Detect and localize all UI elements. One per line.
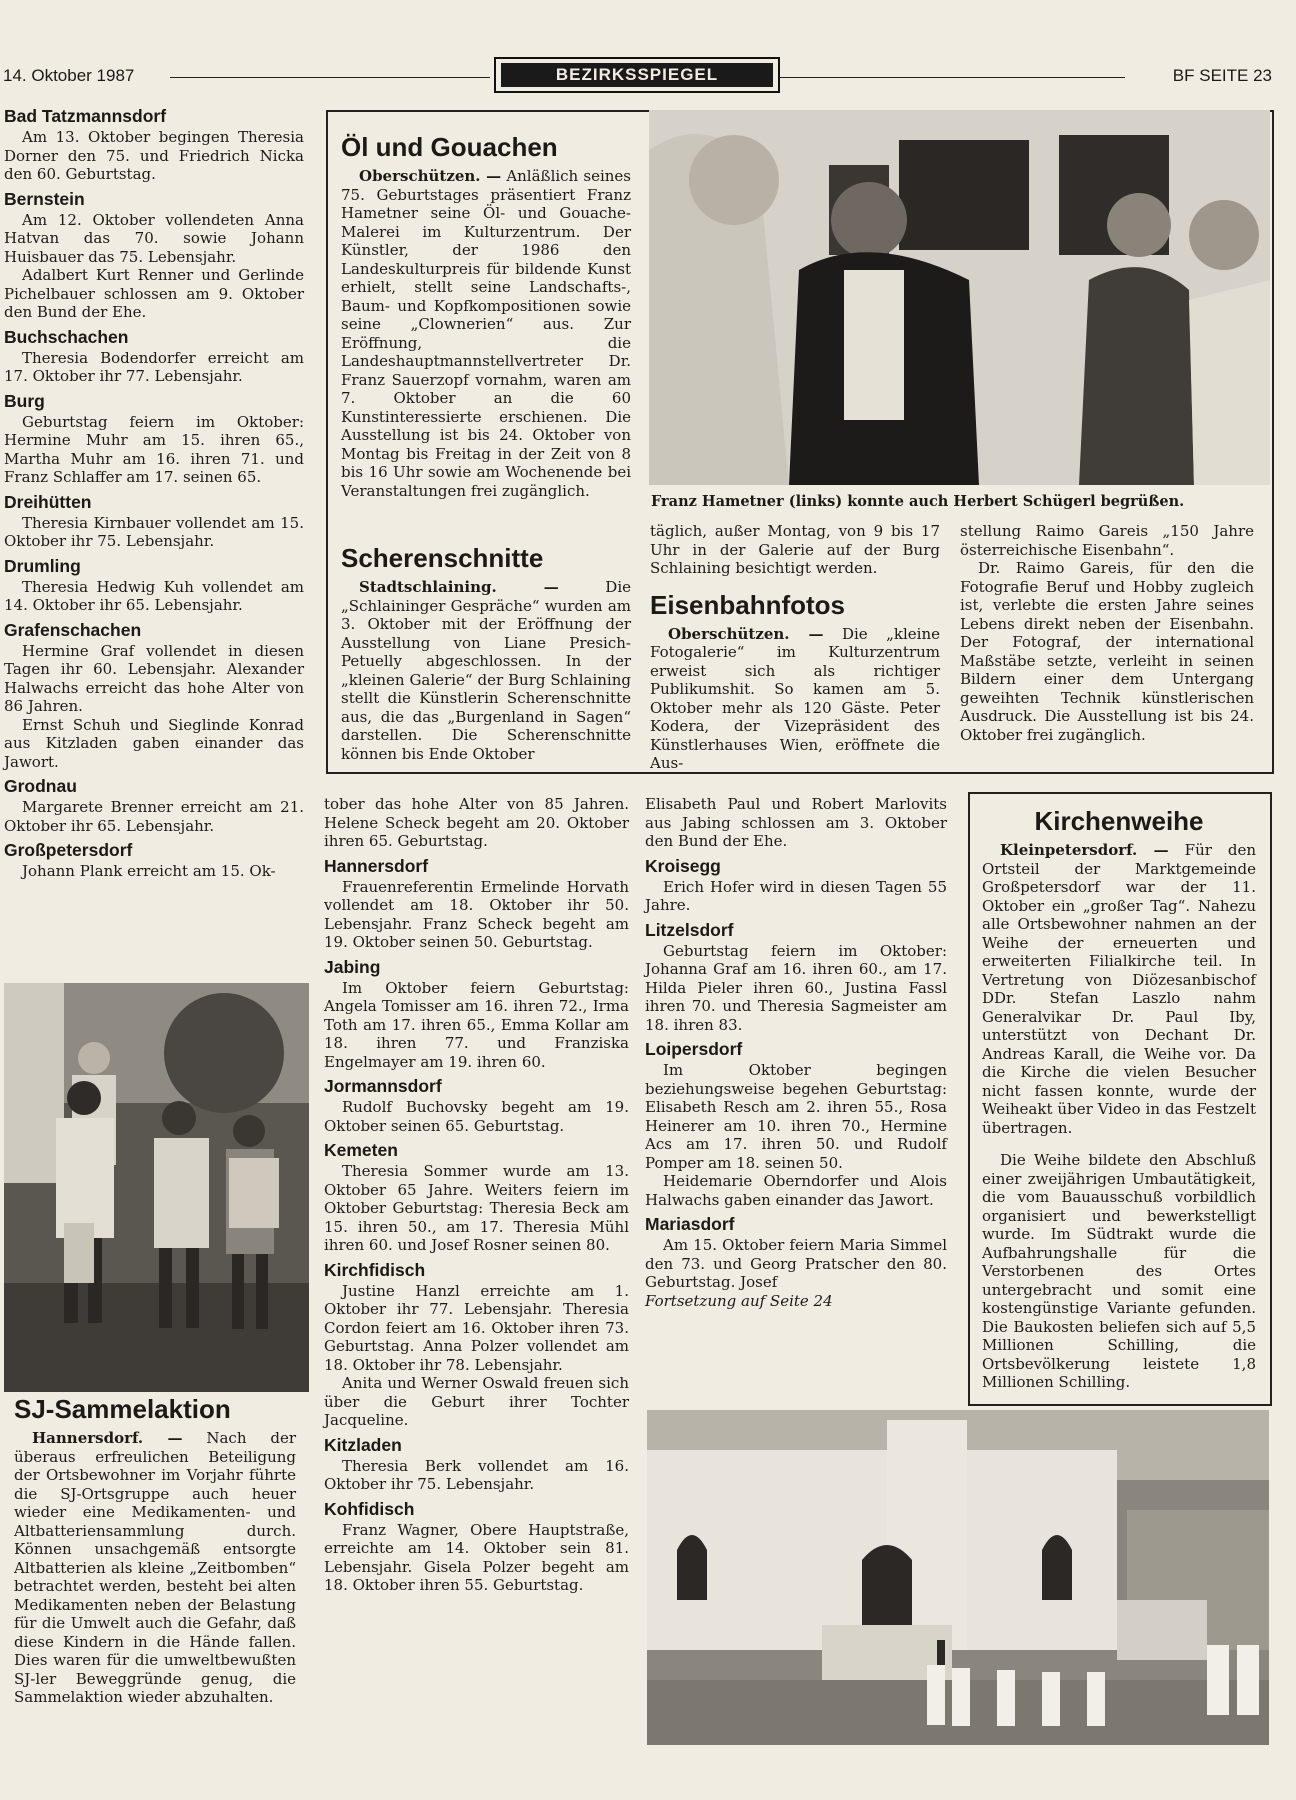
notice-text: Theresia Sommer wurde am 13. Oktober 65 Jahre. Weiters feiern im Oktober Geburtstag: Theresia Beck am 15. ihren 50., am 17. Theresia Mühl ihren 60. und Josef Rosner seinen 80.: [324, 1162, 629, 1254]
loc-heading: Mariasdorf: [645, 1214, 735, 1234]
notice-text: Theresia Berk vollendet am 16. Oktober ihr 75. Lebensjahr.: [324, 1456, 629, 1493]
loc-heading: Drumling: [4, 555, 81, 576]
loc-heading: Kitzladen: [324, 1434, 402, 1455]
church-photo: [647, 1410, 1269, 1745]
eisenbahn-continuation: stellung Raimo Gareis „150 Jahre österreichische Eisenbahn“.: [960, 522, 1254, 559]
eisenbahn-column-2: [960, 522, 1254, 744]
notice-text: Am 15. Oktober feiern Maria Simmel den 73. und Georg Pratscher den 80. Geburtstag. Josef: [645, 1236, 947, 1291]
loc-heading: Bernstein: [4, 188, 85, 209]
oel-text: Anläßlich seines 75. Geburtstages präsentiert Franz Hametner seine Öl- und Gouache-Malerei im Kulturzentrum. Der Künstler, der 1986 den Landeskulturpreis für bildende Kunst erhielt, stellt seine Landschafts-, Baum- und Kopfkompositionen sowie seine „Clownerien“ aus. Zur Eröffnung, die Landeshauptmannstellvertreter Dr. Franz Sauerzopf vornahm, waren am 7. Oktober an die 60 Kunstinteressierte erschienen. Die Ausstellung ist bis 24. Oktober von Montag bis Freitag in der Zeit von 8 bis 16 Uhr sowie am Wochenende bei Veranstaltungen frei zugänglich.: [341, 167, 631, 500]
scheren-lead: Stadtschlaining. —: [359, 578, 559, 596]
notice-text: Theresia Kirnbauer vollendet am 15. Oktober ihr 75. Lebensjahr.: [4, 513, 304, 550]
notice-text: Franz Wagner, Obere Hauptstraße, erreichte am 14. Oktober sein 81. Lebensjahr. Gisela Polzer begeht am 18. Oktober ihren 55. Geburtstag.: [324, 1520, 629, 1594]
eisenbahn-lead: Oberschützen. —: [668, 624, 824, 643]
loc-heading: Jormannsdorf: [324, 1076, 442, 1096]
eisenbahn-text-2: Dr. Raimo Gareis, für den die Fotografie Beruf und Hobby zugleich ist, verlebte die ersten Jahre seines Lebens direkt neben der Eisenbahn. Der Fotograf, der international Maßstäbe setzte, verleiht in seinen Bildern einer dem Untergang geweihten Technik künstlerischen Ausdruck. Die Ausstellung ist bis 24. Oktober frei zugänglich.: [960, 559, 1254, 744]
section-title: BEZIRKSSPIEGEL: [501, 63, 773, 87]
scheren-article: [341, 543, 631, 763]
sj-headline: SJ-Sammelaktion: [14, 1394, 231, 1424]
hametner-photo-illustration: [649, 110, 1270, 485]
loc-heading: Kroisegg: [645, 855, 721, 876]
notice-text: Geburtstag feiern im Oktober: Johanna Graf am 16. ihren 60., am 17. Hilda Pieler ihren 60., Justina Fassl ihren 70. und Theresia Sagmeister am 18. ihren 83.: [645, 941, 947, 1034]
notice-text: Geburtstag feiern im Oktober: Hermine Muhr am 15. ihren 65., Martha Muhr am 16. ihren 71. und Franz Schlaffer am 17. seinen 65.: [4, 412, 304, 486]
notice-text: tober das hohe Alter von 85 Jahren. Helene Scheck begeht am 20. Oktober ihren 65. Geburtstag.: [324, 795, 629, 850]
column-1: [4, 106, 304, 881]
loc-heading: Kemeten: [324, 1140, 398, 1160]
sj-group-photo: [4, 983, 309, 1392]
loc-heading: Loipersdorf: [645, 1039, 743, 1059]
loc-heading: Litzelsdorf: [645, 919, 734, 940]
notice-text: Theresia Hedwig Kuh vollendet am 14. Oktober ihr 65. Lebensjahr.: [4, 577, 304, 614]
loc-heading: Grodnau: [4, 776, 77, 796]
church-photo-illustration: [647, 1410, 1269, 1745]
notice-text: Im Oktober feiern Geburtstag: Angela Tomisser am 16. ihren 72., Irma Toth am 17. ihren 65., Emma Kollar am 18. ihren 77. und Franziska Engelmayer am 19. ihren 60.: [324, 978, 629, 1071]
eisenbahn-text: Die „kleine Fotogalerie“ im Kulturzentrum erweist sich als richtiger Publikumshit. So kamen am 5. Oktober mehr als 120 Gäste. Peter Kodera, der Vizepräsident des Künstlerhauses Wien, eröffnete die Aus-: [650, 624, 940, 772]
issue-date: 14. Oktober 1987: [3, 66, 135, 85]
sj-article: [14, 1394, 296, 1707]
loc-heading: Hannersdorf: [324, 855, 429, 876]
notice-text: Ernst Schuh und Sieglinde Konrad aus Kitzladen gaben einander das Jawort.: [4, 715, 304, 771]
loc-heading: Bad Tatzmannsdorf: [4, 106, 167, 126]
notice-text: Anita und Werner Oswald freuen sich über die Geburt ihrer Tochter Jacqueline.: [324, 1374, 629, 1429]
notice-text: Margarete Brenner erreicht am 21. Oktober ihr 65. Lebensjahr.: [4, 798, 304, 835]
scheren-continuation: täglich, außer Montag, von 9 bis 17 Uhr in der Galerie auf der Burg Schlaining besichtigt werden.: [650, 522, 940, 577]
hametner-caption: Franz Hametner (links) konnte auch Herbert Schügerl begrüßen.: [651, 493, 1185, 510]
column-3: [645, 795, 947, 1310]
section-banner: [494, 57, 780, 93]
notice-text: Theresia Bodendorfer erreicht am 17. Oktober ihr 77. Lebensjahr.: [4, 348, 304, 385]
notice-text: Am 12. Oktober vollendeten Anna Hatvan das 70. sowie Johann Huisbauer das 75. Lebensjahr.: [4, 210, 304, 266]
hametner-photo: [649, 110, 1270, 485]
notice-text: Elisabeth Paul und Robert Marlovits aus Jabing schlossen am 3. Oktober den Bund der Ehe.: [645, 795, 947, 850]
column-2: [324, 795, 629, 1595]
eisenbahn-headline: Eisenbahnfotos: [650, 589, 846, 620]
scheren-headline: Scherenschnitte: [341, 543, 544, 573]
eisenbahn-column: [650, 522, 940, 773]
loc-heading: Jabing: [324, 956, 381, 977]
kirchenweihe-article: [982, 806, 1256, 1392]
notice-text: Erich Hofer wird in diesen Tagen 55 Jahre.: [645, 877, 947, 914]
kirchenweihe-text-2: Die Weihe bildete den Abschluß einer zweijährigen Umbautätigkeit, die vom Bauausschuß vorbildlich organisiert und bewerkstelligt wurde. Im Südtrakt wurde die Aufbahrungshalle für die Verstorbenen des Ortes untergebracht und somit eine kostengünstige Variante gefunden. Die Baukosten beliefen sich auf 5,5 Millionen Schilling, die Ortsbevölkerung leistete 1,8 Millionen Schilling.: [982, 1151, 1256, 1391]
sj-lead: Hannersdorf. —: [32, 1429, 183, 1447]
continuation-note: Fortsetzung auf Seite 24: [645, 1291, 833, 1310]
kirchenweihe-headline: Kirchenweihe: [1034, 806, 1204, 836]
notice-text: Justine Hanzl erreichte am 1. Oktober ihr 77. Lebensjahr. Theresia Cordon feiert am 16. Oktober ihren 73. Geburtstag. Anna Polzer vollendet am 18. Oktober ihr 78. Lebensjahr.: [324, 1281, 629, 1374]
oel-headline: Öl und Gouachen: [341, 132, 558, 162]
oel-article: [341, 132, 631, 500]
sj-text: Nach der überaus erfreulichen Beteiligung der Ortsbewohner im Vorjahr führte die SJ-Ortsgruppe auch heuer wieder eine Medikamenten- und Altbatteriensammlung durch. Können unsachgemäß entsorgte Altbatterien als kleine „Zeitbomben“ betrachtet werden, besteht bei alten Medikamenten neben der Belastung für die Umwelt auch die Gefahr, daß diese Kindern in die Hände fallen. Dies waren für die umweltbewußten SJ-ler Beweggründe genug, die Sammelaktion wieder abzuhalten.: [14, 1429, 296, 1706]
notice-text: Hermine Graf vollendet in diesen Tagen ihr 60. Lebensjahr. Alexander Halwachs erreicht das hohe Alter von 86 Jahren.: [4, 641, 304, 715]
header-rule-left: [170, 77, 490, 78]
sj-photo-illustration: [4, 983, 309, 1392]
notice-text: Rudolf Buchovsky begeht am 19. Oktober seinen 65. Geburtstag.: [324, 1098, 629, 1135]
loc-heading: Großpetersdorf: [4, 840, 133, 860]
page-number: BF SEITE 23: [1172, 66, 1272, 85]
loc-heading: Kirchfidisch: [324, 1259, 426, 1280]
loc-heading: Burg: [4, 390, 45, 411]
loc-heading: Kohfidisch: [324, 1498, 415, 1519]
notice-text: Johann Plank erreicht am 15. Ok-: [22, 862, 276, 880]
notice-text: Frauenreferentin Ermelinde Horvath vollendet am 18. Oktober ihr 50. Lebensjahr. Franz Scheck begeht am 19. Oktober seinen 50. Geburtstag.: [324, 877, 629, 951]
notice-text: Im Oktober begingen beziehungsweise begehen Geburtstag: Elisabeth Resch am 2. ihren 55., Rosa Heinerer am 10. ihren 70., Hermine Acs am 17. ihren 50. und Rudolf Pomper am 18. seinen 50.: [645, 1061, 947, 1172]
loc-heading: Buchschachen: [4, 326, 129, 347]
kirchenweihe-lead: Kleinpetersdorf. —: [1000, 841, 1169, 859]
notice-text: Adalbert Kurt Renner und Gerlinde Pichelbauer schlossen am 9. Oktober den Bund der Ehe.: [4, 266, 304, 321]
notice-text: Am 13. Oktober begingen Theresia Dorner den 75. und Friedrich Nicka den 60. Geburtstag.: [4, 128, 304, 183]
loc-heading: Grafenschachen: [4, 619, 142, 640]
scheren-text: Die „Schlaininger Gespräche“ wurden am 3. Oktober mit der Eröffnung der Ausstellung von Liane Presich-Petuelly abgeschlossen. In der „kleinen Galerie“ der Burg Schlaining stellt die Künstlerin Scherenschnitte aus, die das „Burgenland in Sagen“ darstellen. Die Scherenschnitte können bis Ende Oktober: [341, 578, 631, 763]
notice-text: Heidemarie Oberndorfer und Alois Halwachs gaben einander das Jawort.: [645, 1172, 947, 1209]
kirchenweihe-text: Für den Ortsteil der Marktgemeinde Großpetersdorf war der 11. Oktober ein „großer Tag“. Nahezu alle Ortsbewohner nahmen an der Weihe der erneuerten und erweiterten Filialkirche teil. In Vertretung von Diözesanbischof DDr. Stefan Laszlo nahm Generalvikar Dr. Paul Iby, unterstützt von Dechant Dr. Andreas Karall, die Weihe vor. Da die Kirche die vielen Besucher nicht fassen konnte, wurde der Weiheakt über Video in das Festzelt übertragen.: [982, 841, 1256, 1137]
header-rule-right: [780, 77, 1125, 78]
loc-heading: Dreihütten: [4, 491, 92, 512]
oel-lead: Oberschützen. —: [359, 167, 502, 185]
